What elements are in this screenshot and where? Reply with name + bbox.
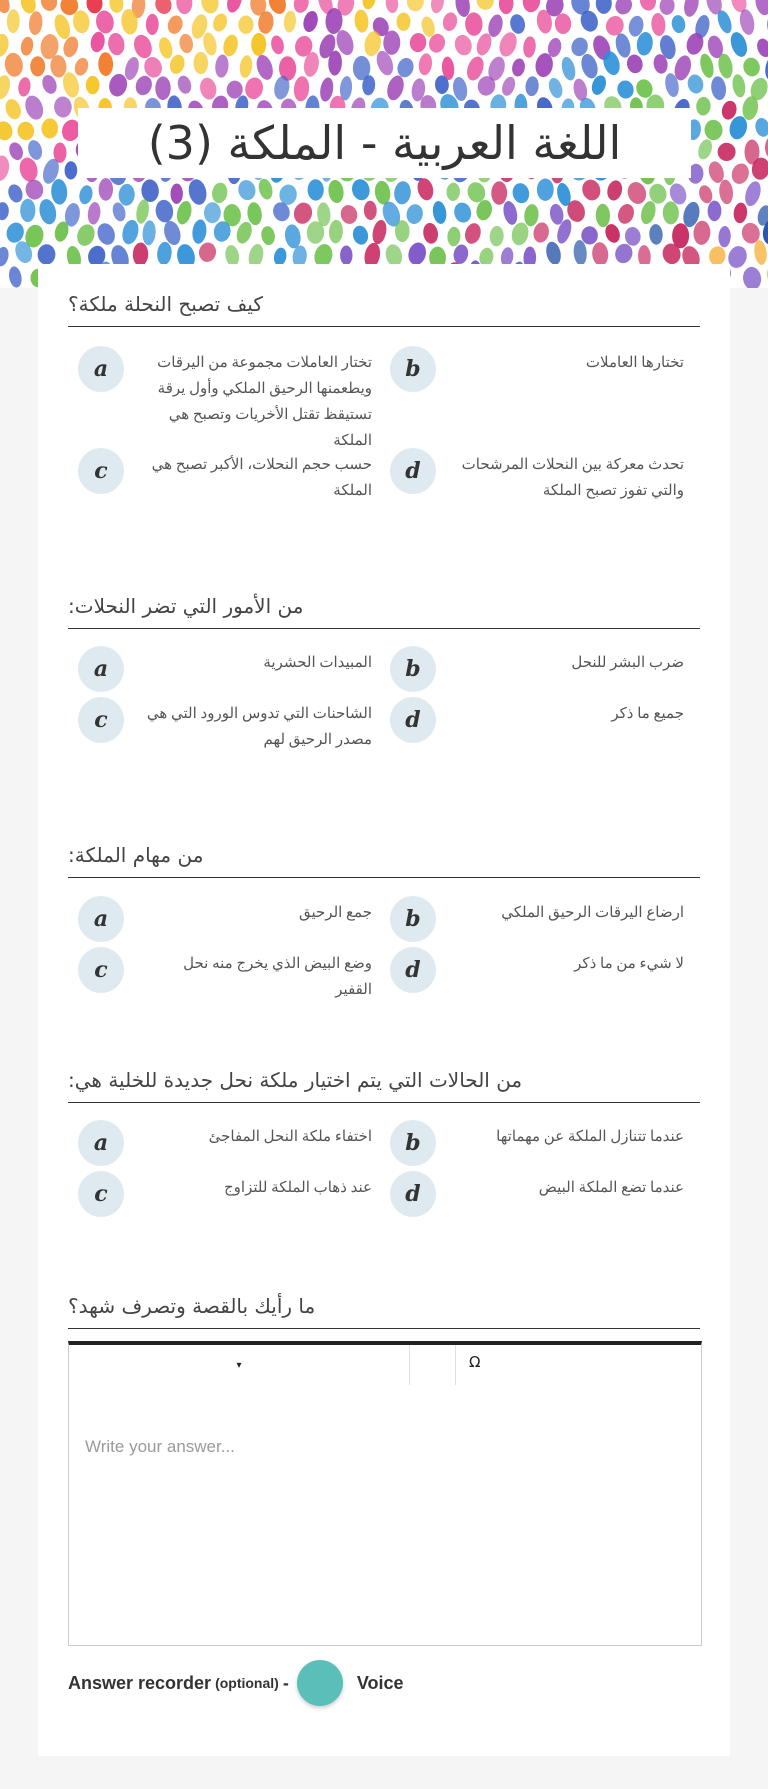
watercolor-dot — [0, 119, 15, 142]
watercolor-dot — [546, 76, 564, 100]
option-letter-badge: a — [78, 1120, 124, 1166]
option-letter-badge: a — [78, 896, 124, 942]
watercolor-dot — [191, 219, 208, 245]
question-3-option-d[interactable] — [390, 947, 690, 993]
question-3-option-a[interactable] — [78, 896, 378, 942]
watercolor-dot — [525, 76, 540, 97]
watercolor-dot — [465, 12, 483, 36]
question-1-option-d[interactable] — [390, 448, 690, 504]
watercolor-dot — [511, 182, 531, 205]
watercolor-dot — [7, 9, 20, 33]
question-2-option-d[interactable] — [390, 697, 690, 743]
watercolor-dot — [393, 180, 412, 205]
watercolor-dot — [496, 30, 519, 59]
watercolor-dot — [453, 33, 475, 57]
watercolor-dot — [155, 76, 171, 100]
watercolor-dot — [257, 177, 275, 201]
answer-recorder — [68, 1660, 404, 1706]
option-text: ضرب البشر للنحل — [571, 655, 684, 671]
watercolor-dot — [417, 53, 433, 77]
watercolor-dot — [89, 31, 106, 54]
watercolor-dot — [754, 117, 768, 139]
watercolor-dot — [95, 221, 118, 247]
option-letter-badge: a — [78, 646, 124, 692]
answer-input[interactable] — [69, 1423, 701, 1643]
watercolor-dot — [649, 224, 664, 245]
watercolor-dot — [670, 14, 686, 34]
watercolor-dot — [41, 118, 58, 139]
watercolor-dot — [141, 179, 160, 203]
watercolor-dot — [446, 183, 460, 202]
watercolor-dot — [236, 178, 257, 201]
separator-dash: - — [282, 1672, 289, 1693]
microphone-icon[interactable] — [297, 1660, 343, 1706]
option-text: اختفاء ملكة النحل المفاجئ — [208, 1129, 372, 1145]
question-2-title: من الأمور التي تضر النحلات: — [68, 594, 700, 629]
option-letter-badge: b — [390, 896, 436, 942]
watercolor-dot — [522, 36, 536, 59]
watercolor-dot — [78, 184, 95, 206]
watercolor-dot — [595, 204, 610, 228]
watercolor-dot — [639, 0, 657, 12]
watercolor-dot — [499, 0, 514, 14]
watercolor-dot — [616, 79, 636, 100]
watercolor-dot — [350, 177, 372, 202]
watercolor-dot — [211, 182, 229, 205]
watercolor-dot — [559, 56, 577, 82]
watercolor-dot — [491, 181, 507, 205]
option-letter-badge: d — [390, 448, 436, 494]
watercolor-dot — [86, 76, 100, 95]
watercolor-dot — [0, 202, 9, 221]
watercolor-dot — [605, 179, 624, 202]
watercolor-dot — [537, 178, 554, 200]
watercolor-dot — [30, 56, 45, 76]
watercolor-dot — [385, 0, 399, 14]
watercolor-dot — [580, 177, 603, 202]
watercolor-dot — [364, 201, 377, 221]
watercolor-dot — [409, 32, 428, 53]
watercolor-dot — [74, 222, 97, 248]
question-3-option-c[interactable] — [78, 947, 378, 1003]
chevron-down-icon: ▾ — [236, 1359, 242, 1371]
watercolor-dot — [0, 154, 11, 183]
question-2-option-c[interactable] — [78, 697, 378, 753]
editor-toolbar — [69, 1345, 701, 1424]
watercolor-dot — [39, 0, 59, 13]
watercolor-dot — [156, 241, 172, 265]
watercolor-dot — [0, 245, 11, 267]
option-text: تختارها العاملات — [585, 355, 684, 371]
question-1-option-b[interactable] — [390, 346, 690, 392]
question-2-option-b[interactable] — [390, 646, 690, 692]
watercolor-dot — [292, 0, 311, 14]
watercolor-dot — [613, 32, 633, 59]
watercolor-dot — [157, 36, 175, 60]
watercolor-dot — [17, 121, 35, 141]
watercolor-dot — [260, 225, 276, 246]
watercolor-dot — [554, 13, 571, 34]
format-dropdown[interactable] — [69, 1345, 410, 1385]
watercolor-dot — [354, 9, 370, 33]
watercolor-dot — [384, 73, 406, 102]
watercolor-dot — [753, 239, 768, 265]
watercolor-dot — [753, 0, 768, 17]
watercolor-dot — [613, 0, 635, 17]
option-text: المبيدات الحشرية — [263, 655, 372, 671]
option-text: عندما تضع الملكة البيض — [538, 1180, 684, 1196]
watercolor-dot — [696, 137, 715, 161]
watercolor-dot — [251, 33, 266, 56]
watercolor-dot — [238, 54, 253, 78]
watercolor-dot — [639, 199, 658, 225]
watercolor-dot — [211, 12, 230, 34]
watercolor-dot — [405, 203, 425, 226]
watercolor-dot — [154, 199, 174, 224]
option-letter-badge: c — [78, 947, 124, 993]
watercolor-dot — [283, 10, 297, 33]
watercolor-dot — [591, 242, 609, 267]
watercolor-dot — [4, 220, 26, 244]
optional-label: (optional) — [215, 1675, 279, 1691]
option-text: تختار العاملات مجموعة من اليرقات ويطعمنها الرحيق الملكي وأول يرقة تستيقظ تقتل الأخريات وتصبح هي الملكة — [157, 355, 372, 449]
watercolor-dot — [72, 10, 91, 34]
question-3-title: من مهام الملكة: — [68, 843, 700, 878]
option-text: عندما تتنازل الملكة عن مهماتها — [496, 1129, 684, 1145]
option-text: جمع الرحيق — [298, 905, 372, 921]
watercolor-dot — [3, 97, 24, 121]
page-title: اللغة العربية - الملكة (3) — [147, 116, 622, 170]
watercolor-dot — [133, 74, 154, 98]
watercolor-dot — [22, 93, 46, 122]
question-2-option-a[interactable] — [78, 646, 378, 692]
watercolor-dot — [731, 73, 747, 98]
watercolor-dot — [131, 32, 155, 60]
rich-text-editor — [68, 1341, 702, 1646]
option-text: جميع ما ذكر — [611, 706, 684, 722]
watercolor-dot — [581, 226, 598, 245]
option-text: لا شيء من ما ذكر — [574, 956, 684, 972]
watercolor-dot — [178, 33, 194, 54]
watercolor-dot — [501, 200, 519, 226]
watercolor-dot — [693, 220, 711, 245]
watercolor-dot — [396, 12, 410, 31]
question-4-option-b[interactable] — [390, 1120, 690, 1166]
option-letter-badge: b — [390, 646, 436, 692]
watercolor-dot — [659, 0, 676, 16]
answer-recorder-label: Answer recorder — [68, 1672, 212, 1693]
option-text: حسب حجم النحلات، الأكبر تصبح هي الملكة — [151, 457, 372, 499]
toolbar-divider — [409, 1345, 456, 1385]
watercolor-dot — [50, 178, 68, 205]
watercolor-dot — [729, 161, 751, 186]
watercolor-dot — [710, 75, 728, 101]
question-1-option-c[interactable] — [78, 448, 378, 504]
watercolor-dot — [170, 183, 183, 203]
watercolor-dot — [596, 0, 612, 14]
watercolor-dot — [7, 265, 23, 288]
watercolor-dot — [108, 0, 124, 14]
watercolor-dot — [717, 142, 736, 161]
watercolor-dot — [24, 178, 44, 200]
watercolor-dot — [579, 52, 601, 80]
worksheet-card — [38, 264, 730, 1756]
watercolor-dot — [28, 11, 43, 36]
watercolor-dot — [500, 75, 518, 97]
watercolor-dot — [328, 219, 343, 243]
watercolor-dot — [340, 245, 353, 265]
watercolor-dot — [511, 57, 527, 77]
option-letter-badge: b — [390, 346, 436, 392]
question-4-option-c[interactable] — [78, 1171, 378, 1217]
watercolor-dot — [20, 199, 35, 222]
watercolor-dot — [763, 54, 768, 81]
watercolor-dot — [625, 53, 644, 74]
watercolor-dot — [238, 15, 253, 34]
watercolor-dot — [406, 241, 428, 267]
watercolor-dot — [351, 224, 370, 246]
watercolor-dot — [463, 221, 483, 245]
option-text: ارضاع اليرقات الرحيق الملكي — [501, 905, 684, 921]
watercolor-dot — [371, 219, 389, 246]
watercolor-dot — [728, 30, 750, 59]
watercolor-dot — [682, 0, 701, 18]
watercolor-dot — [738, 8, 756, 36]
watercolor-dot — [301, 9, 320, 33]
watercolor-dot — [406, 0, 424, 12]
question-5-title: ما رأيك بالقصة وتصرف شهد؟ — [68, 1294, 700, 1329]
watercolor-dot — [198, 76, 218, 101]
watercolor-dot — [741, 56, 762, 78]
option-letter-badge: d — [390, 697, 436, 743]
question-4-title: من الحالات التي يتم اختيار ملكة نحل جديدة للخلية هي: — [68, 1068, 700, 1103]
watercolor-dot — [293, 76, 311, 103]
watercolor-dot — [176, 0, 193, 14]
watercolor-dot — [395, 220, 410, 242]
watercolor-dot — [254, 53, 276, 82]
watercolor-dot — [98, 178, 113, 201]
watercolor-dot — [663, 201, 679, 224]
watercolor-dot — [226, 80, 243, 99]
watercolor-dot — [733, 202, 748, 224]
watercolor-dot — [292, 201, 314, 226]
watercolor-dot — [132, 242, 148, 266]
watercolor-dot — [429, 0, 445, 14]
watercolor-dot — [73, 56, 91, 77]
option-text: الشاحنات التي تدوس الورود التي هي مصدر الرحيق لهم — [146, 706, 372, 748]
watercolor-dot — [361, 0, 377, 11]
voice-label[interactable]: Voice — [356, 1672, 404, 1693]
watercolor-dot — [718, 226, 731, 248]
question-1-option-a[interactable] — [78, 346, 378, 454]
watercolor-dot — [3, 52, 24, 78]
watercolor-dot — [54, 96, 73, 118]
watercolor-dot — [269, 34, 285, 55]
watercolor-dot — [86, 0, 103, 14]
watercolor-dot — [327, 179, 345, 204]
watercolor-dot — [64, 161, 77, 179]
watercolor-dot — [186, 178, 208, 207]
watercolor-dot — [573, 240, 588, 266]
watercolor-dot — [624, 226, 642, 247]
watercolor-dot — [686, 73, 705, 95]
watercolor-dot — [98, 52, 113, 76]
watercolor-dot — [224, 0, 244, 14]
option-text: تحدث معركة بين النحلات المرشحات والتي تفوز تصبح الملكة — [461, 457, 684, 499]
option-letter-badge: c — [78, 448, 124, 494]
watercolor-dot — [142, 220, 157, 246]
watercolor-dot — [176, 74, 193, 95]
watercolor-dot — [17, 76, 32, 97]
watercolor-dot — [452, 243, 470, 265]
watercolor-dot — [696, 96, 712, 116]
watercolor-dot — [475, 0, 495, 11]
watercolor-dot — [755, 37, 768, 59]
watercolor-dot — [431, 200, 448, 225]
watercolor-dot — [197, 241, 217, 263]
watercolor-dot — [707, 200, 721, 221]
watercolor-dot — [19, 36, 34, 57]
option-text: عند ذهاب الملكة للتزاوج — [223, 1180, 372, 1196]
watercolor-dot — [107, 32, 126, 56]
watercolor-dot — [625, 180, 649, 207]
watercolor-dot — [120, 218, 141, 246]
watercolor-dot — [704, 119, 723, 140]
special-characters-button[interactable]: Ω — [469, 1353, 481, 1371]
option-letter-badge: c — [78, 1171, 124, 1217]
watercolor-dot — [447, 226, 461, 246]
watercolor-dot — [246, 201, 263, 226]
watercolor-dot — [214, 54, 229, 78]
watercolor-dot — [153, 0, 174, 16]
watercolor-dot — [307, 179, 323, 201]
option-letter-badge: c — [78, 697, 124, 743]
question-4-option-d[interactable] — [390, 1171, 690, 1217]
watercolor-dot — [94, 9, 115, 34]
watercolor-dot — [521, 0, 541, 13]
watercolor-dot — [6, 182, 25, 204]
question-1-title: كيف تصبح النحلة ملكة؟ — [68, 292, 700, 327]
watercolor-dot — [118, 183, 135, 206]
watercolor-dot — [441, 11, 459, 32]
watercolor-dot — [87, 201, 102, 225]
watercolor-dot — [742, 266, 763, 288]
watercolor-dot — [339, 203, 360, 225]
watercolor-dot — [221, 33, 240, 58]
watercolor-dot — [508, 13, 526, 35]
watercolor-dot — [37, 244, 56, 265]
title-box — [78, 108, 691, 178]
watercolor-dot — [193, 52, 208, 75]
watercolor-dot — [489, 226, 504, 247]
watercolor-dot — [7, 140, 25, 161]
question-4-option-a[interactable] — [78, 1120, 378, 1166]
watercolor-dot — [422, 222, 440, 245]
option-letter-badge: d — [390, 1171, 436, 1217]
question-3-option-b[interactable] — [390, 896, 690, 942]
watercolor-dot — [718, 179, 734, 205]
watercolor-dot — [146, 14, 159, 35]
watercolor-dot — [650, 12, 666, 36]
watercolor-dot — [742, 179, 763, 208]
watercolor-dot — [615, 202, 636, 226]
watercolor-dot — [200, 0, 221, 15]
watercolor-dot — [166, 14, 185, 36]
watercolor-dot — [523, 203, 539, 227]
watercolor-dot — [544, 240, 563, 266]
watercolor-dot — [204, 202, 222, 224]
watercolor-dot — [0, 73, 13, 101]
watercolor-dot — [452, 201, 473, 225]
watercolor-dot — [243, 76, 264, 101]
option-text: وضع البيض الذي يخرج منه نحل القفير — [183, 956, 372, 998]
option-letter-badge: b — [390, 1120, 436, 1166]
option-letter-badge: d — [390, 947, 436, 993]
option-letter-badge: a — [78, 346, 124, 392]
